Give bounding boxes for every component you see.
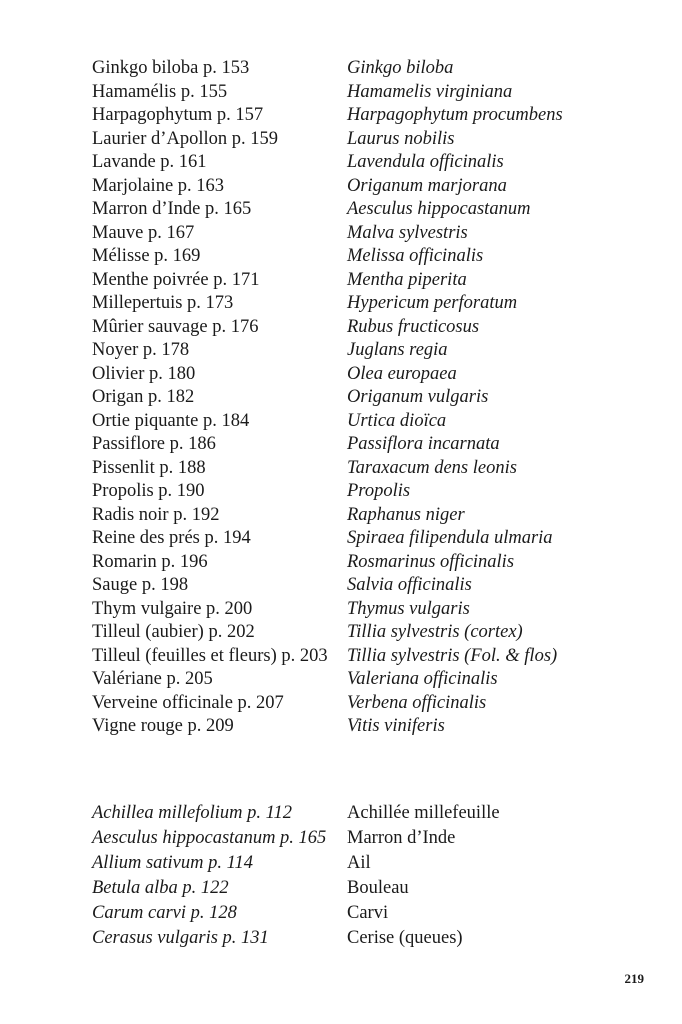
common-name-entry: Olivier p. 180 — [92, 363, 196, 384]
index-row — [92, 151, 662, 175]
common-name-entry: Pissenlit p. 188 — [92, 457, 206, 478]
latin-name-entry: Vitis viniferis — [347, 716, 445, 736]
common-name-entry: Reine des prés p. 194 — [92, 528, 251, 548]
common-name-entry: Passiflore p. 186 — [92, 434, 216, 454]
index-row — [92, 551, 662, 575]
latin-name-entry: Harpagophytum procumbens — [347, 105, 563, 125]
index-row — [92, 692, 662, 716]
common-name-entry: Noyer p. 178 — [92, 340, 190, 360]
page-number: 219 — [624, 971, 644, 986]
index-row — [92, 926, 662, 951]
latin-name-entry: Aesculus hippocastanum — [347, 199, 531, 219]
common-name-entry: Cerise (queues) — [347, 928, 463, 948]
index-row — [92, 316, 662, 340]
index-row — [92, 339, 662, 363]
index-row — [92, 386, 662, 410]
index-row — [92, 826, 662, 851]
latin-name-entry: Mentha piperita — [347, 269, 467, 290]
common-name-entry: Mûrier sauvage p. 176 — [92, 316, 259, 337]
index-latin-to-common — [92, 801, 662, 951]
common-name-entry: Mélisse p. 169 — [92, 246, 201, 266]
common-name-entry: Verveine officinale p. 207 — [92, 692, 284, 713]
common-name-entry: Radis noir p. 192 — [92, 504, 220, 525]
index-row — [92, 598, 662, 622]
latin-name-entry: Salvia officinalis — [347, 575, 472, 595]
index-row — [92, 851, 662, 876]
index-row — [92, 128, 662, 152]
common-name-entry: Harpagophytum p. 157 — [92, 105, 264, 125]
index-row — [92, 269, 662, 293]
common-name-entry: Ginkgo biloba p. 153 — [92, 58, 250, 78]
common-name-entry: Valériane p. 205 — [92, 669, 213, 689]
latin-name-entry: Hypericum perforatum — [347, 293, 518, 313]
index-row — [92, 57, 662, 81]
index-row — [92, 222, 662, 246]
common-name-entry: Laurier d’Apollon p. 159 — [92, 128, 278, 149]
latin-name-entry: Verbena officinalis — [347, 692, 487, 713]
latin-name-entry: Juglans regia — [347, 340, 448, 360]
common-name-entry: Bouleau — [347, 878, 409, 898]
latin-name-entry: Rosmarinus officinalis — [347, 551, 515, 572]
common-name-entry: Romarin p. 196 — [92, 551, 208, 572]
index-common-to-latin — [92, 57, 662, 739]
latin-name-entry: Laurus nobilis — [347, 128, 455, 149]
common-name-entry: Mauve p. 167 — [92, 222, 195, 243]
index-row — [92, 621, 662, 645]
latin-name-entry: Achillea millefolium p. 112 — [92, 803, 293, 823]
common-name-entry: Tilleul (aubier) p. 202 — [92, 622, 255, 642]
index-row — [92, 175, 662, 199]
index-row — [92, 457, 662, 481]
index-row — [92, 876, 662, 901]
common-name-entry: Tilleul (feuilles et fleurs) p. 203 — [92, 645, 328, 666]
latin-name-entry: Allium sativum p. 114 — [92, 853, 254, 873]
latin-name-entry: Tillia sylvestris (Fol. & flos) — [347, 645, 558, 666]
index-row — [92, 433, 662, 457]
latin-name-entry: Origanum marjorana — [347, 175, 507, 196]
common-name-entry: Achillée millefeuille — [347, 803, 500, 823]
index-row — [92, 104, 662, 128]
latin-name-entry: Hamamelis virginiana — [347, 81, 513, 102]
latin-name-entry: Betula alba p. 122 — [92, 878, 229, 898]
common-name-entry: Millepertuis p. 173 — [92, 293, 234, 313]
index-row — [92, 668, 662, 692]
common-name-entry: Vigne rouge p. 209 — [92, 716, 234, 736]
common-name-entry: Marjolaine p. 163 — [92, 175, 225, 196]
index-row — [92, 198, 662, 222]
latin-name-entry: Origanum vulgaris — [347, 387, 489, 407]
common-name-entry: Sauge p. 198 — [92, 575, 189, 595]
common-name-entry: Marron d’Inde — [347, 828, 456, 848]
index-row — [92, 645, 662, 669]
common-name-entry: Menthe poivrée p. 171 — [92, 269, 260, 290]
latin-name-entry: Melissa officinalis — [347, 246, 484, 266]
latin-name-entry: Urtica dioïca — [347, 410, 447, 431]
common-name-entry: Hamamélis p. 155 — [92, 81, 228, 102]
latin-name-entry: Thymus vulgaris — [347, 598, 470, 619]
common-name-entry: Lavande p. 161 — [92, 152, 207, 172]
common-name-entry: Ortie piquante p. 184 — [92, 410, 250, 431]
index-row — [92, 527, 662, 551]
index-row — [92, 480, 662, 504]
index-row — [92, 292, 662, 316]
index-row — [92, 363, 662, 387]
common-name-entry: Thym vulgaire p. 200 — [92, 598, 253, 619]
latin-name-entry: Olea europaea — [347, 363, 457, 384]
latin-name-entry: Malva sylvestris — [347, 222, 468, 243]
common-name-entry: Propolis p. 190 — [92, 481, 205, 501]
index-row — [92, 574, 662, 598]
index-row — [92, 801, 662, 826]
latin-name-entry: Passiflora incarnata — [347, 434, 500, 454]
index-row — [92, 504, 662, 528]
latin-name-entry: Cerasus vulgaris p. 131 — [92, 928, 269, 948]
common-name-entry: Origan p. 182 — [92, 387, 195, 407]
latin-name-entry: Carum carvi p. 128 — [92, 903, 237, 923]
latin-name-entry: Ginkgo biloba — [347, 58, 454, 78]
latin-name-entry: Lavendula officinalis — [347, 152, 504, 172]
index-row — [92, 901, 662, 926]
common-name-entry: Carvi — [347, 903, 389, 923]
latin-name-entry: Valeriana officinalis — [347, 669, 498, 689]
latin-name-entry: Aesculus hippocastanum p. 165 — [92, 828, 327, 848]
common-name-entry: Ail — [347, 853, 371, 873]
common-name-entry: Marron d’Inde p. 165 — [92, 199, 252, 219]
index-row — [92, 410, 662, 434]
latin-name-entry: Propolis — [347, 481, 411, 501]
latin-name-entry: Taraxacum dens leonis — [347, 457, 517, 478]
latin-name-entry: Rubus fructicosus — [347, 316, 480, 337]
index-row — [92, 715, 662, 739]
index-row — [92, 245, 662, 269]
latin-name-entry: Tillia sylvestris (cortex) — [347, 622, 523, 642]
latin-name-entry: Raphanus niger — [347, 504, 465, 525]
index-row — [92, 81, 662, 105]
latin-name-entry: Spiraea filipendula ulmaria — [347, 528, 553, 548]
